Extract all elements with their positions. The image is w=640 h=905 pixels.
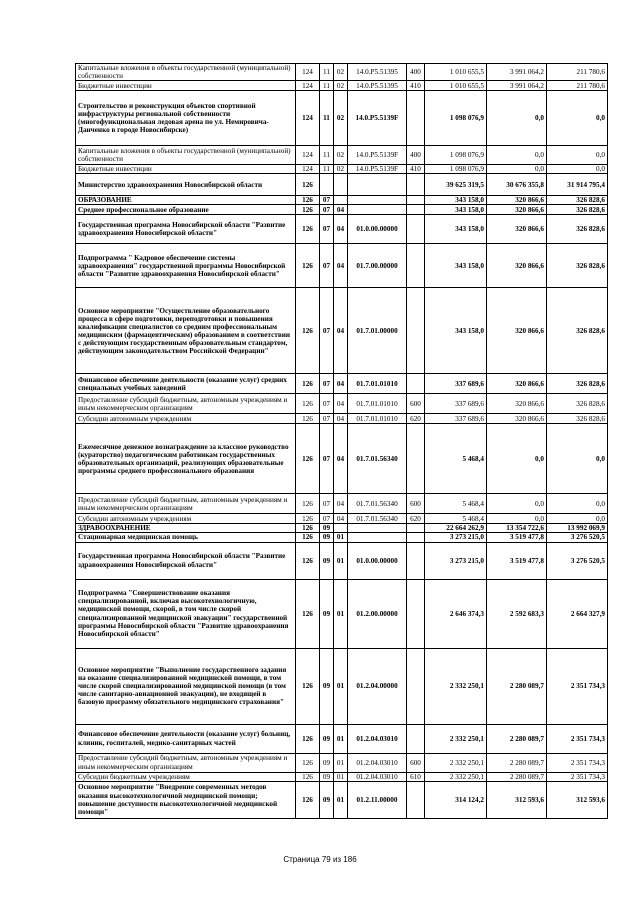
row-pr-code: 01 [334, 724, 348, 753]
row-value-3: 326 828,6 [547, 414, 608, 424]
row-name: Бюджетные инвестиции [76, 165, 296, 174]
row-vr-code [407, 542, 425, 579]
row-value-2: 0,0 [487, 424, 547, 494]
row-gr-code: 126 [296, 196, 320, 205]
row-rz-code: 09 [320, 781, 334, 818]
row-rz-code: 07 [320, 494, 334, 514]
row-csr-code: 14.0.P5.51395 [348, 64, 407, 81]
row-csr-code: 01.0.00.00000 [348, 542, 407, 579]
row-value-3: 0,0 [547, 146, 608, 165]
row-vr-code: 620 [407, 514, 425, 524]
row-vr-code [407, 724, 425, 753]
row-value-3: 0,0 [547, 91, 608, 146]
row-pr-code: 02 [334, 64, 348, 81]
row-value-1: 1 010 655,5 [425, 81, 487, 91]
row-value-2: 2 280 089,7 [487, 772, 547, 781]
row-rz-code: 07 [320, 215, 334, 244]
row-value-3: 2 664 327,9 [547, 579, 608, 648]
row-vr-code [407, 174, 425, 196]
row-value-2: 0,0 [487, 91, 547, 146]
row-gr-code: 126 [296, 215, 320, 244]
row-value-3: 2 351 734,3 [547, 753, 608, 772]
row-rz-code: 09 [320, 724, 334, 753]
table-row [76, 196, 608, 205]
row-value-3: 211 780,6 [547, 81, 608, 91]
row-csr-code [348, 524, 407, 533]
row-value-3: 2 351 734,3 [547, 772, 608, 781]
row-name: Финансовое обеспечение деятельности (оказание услуг) средних специальных учебных заведений [76, 374, 296, 394]
row-gr-code: 126 [296, 414, 320, 424]
row-pr-code: 01 [334, 781, 348, 818]
row-vr-code [407, 244, 425, 288]
row-value-3: 31 914 795,4 [547, 174, 608, 196]
row-value-3: 0,0 [547, 165, 608, 174]
row-rz-code: 07 [320, 196, 334, 205]
row-csr-code [348, 196, 407, 205]
row-rz-code: 09 [320, 753, 334, 772]
row-vr-code [407, 91, 425, 146]
row-rz-code: 07 [320, 244, 334, 288]
table-row [76, 244, 608, 288]
row-name: Основное мероприятие "Внедрение современных методов оказания высокотехнологичной медицинской помощи; повышение доступности высокотехнологичной медицинской помощи" [76, 781, 296, 818]
table-row [76, 81, 608, 91]
row-gr-code: 126 [296, 374, 320, 394]
row-csr-code [348, 533, 407, 542]
table-row [76, 288, 608, 374]
row-rz-code: 09 [320, 579, 334, 648]
row-name: Предоставление субсидий бюджетным, автономным учреждениям и иным некоммерческим организациям [76, 394, 296, 414]
row-value-2: 320 866,6 [487, 244, 547, 288]
row-value-1: 2 332 250,1 [425, 724, 487, 753]
table-row [76, 648, 608, 724]
row-rz-code: 09 [320, 772, 334, 781]
table-row [76, 424, 608, 494]
row-value-1: 343 158,0 [425, 196, 487, 205]
row-vr-code: 600 [407, 753, 425, 772]
row-name: Государственная программа Новосибирской области "Развитие здравоохранения Новосибирской области" [76, 542, 296, 579]
row-csr-code: 14.0.P5.5139F [348, 146, 407, 165]
table-row [76, 514, 608, 524]
row-rz-code: 11 [320, 81, 334, 91]
row-gr-code: 126 [296, 174, 320, 196]
row-gr-code: 126 [296, 394, 320, 414]
row-value-3: 326 828,6 [547, 215, 608, 244]
row-value-2: 13 354 722,6 [487, 524, 547, 533]
row-vr-code: 400 [407, 64, 425, 81]
row-vr-code [407, 374, 425, 394]
row-value-2: 2 280 089,7 [487, 648, 547, 724]
row-value-2: 320 866,6 [487, 288, 547, 374]
row-vr-code: 600 [407, 494, 425, 514]
row-rz-code: 07 [320, 414, 334, 424]
row-pr-code: 04 [334, 394, 348, 414]
budget-table-body [76, 64, 608, 819]
row-value-1: 1 010 655,5 [425, 64, 487, 81]
row-value-3: 2 351 734,3 [547, 724, 608, 753]
row-name: Основное мероприятие "Выполнение государственного задания на оказание специализированной медицинской помощи, в том числе скорой специализированной медицинской помощи (в том числе санитарно-авиационной эвакуации), не входящей в базовую программу обязательного медицинского страхования" [76, 648, 296, 724]
row-value-1: 1 098 076,9 [425, 91, 487, 146]
row-value-1: 1 098 076,9 [425, 165, 487, 174]
row-name: Среднее профессиональное образование [76, 205, 296, 215]
row-csr-code [348, 205, 407, 215]
row-vr-code [407, 579, 425, 648]
row-value-1: 343 158,0 [425, 288, 487, 374]
row-value-2: 30 676 355,8 [487, 174, 547, 196]
row-value-3: 326 828,6 [547, 374, 608, 394]
row-csr-code: 01.7.01.00000 [348, 288, 407, 374]
row-value-1: 337 689,6 [425, 414, 487, 424]
row-name: Основное мероприятие "Осуществление образовательного процесса в сфере подготовки, переподготовки и повышения квалификации специалистов со средним профессиональным медицинским (фармацевтическим) образованием в соответствии с действующим государственным образовательным стандартом, действующим законодательством Российской Федерации" [76, 288, 296, 374]
table-row [76, 772, 608, 781]
row-rz-code: 11 [320, 165, 334, 174]
row-pr-code: 01 [334, 542, 348, 579]
row-name: Подпрограмма "Совершенствование оказания специализированной, включая высокотехнологичную, медицинской помощи, скорой, в том числе скорой специализированной медицинской эвакуации" государственной программы Новосибирской области "Развитие здравоохранения Новосибирской области" [76, 579, 296, 648]
row-gr-code: 126 [296, 772, 320, 781]
row-gr-code: 126 [296, 781, 320, 818]
row-pr-code: 04 [334, 205, 348, 215]
row-value-2: 0,0 [487, 494, 547, 514]
row-value-2: 0,0 [487, 514, 547, 524]
row-value-2: 320 866,6 [487, 374, 547, 394]
table-row [76, 524, 608, 533]
table-row [76, 374, 608, 394]
row-vr-code [407, 533, 425, 542]
row-value-1: 314 124,2 [425, 781, 487, 818]
row-pr-code: 01 [334, 579, 348, 648]
row-csr-code: 14.0.P5.5139F [348, 91, 407, 146]
row-vr-code [407, 288, 425, 374]
row-gr-code: 126 [296, 542, 320, 579]
row-rz-code: 11 [320, 146, 334, 165]
page-footer: Страница 79 из 186 [283, 855, 357, 864]
row-pr-code: 02 [334, 81, 348, 91]
row-name: ЗДРАВООХРАНЕНИЕ [76, 524, 296, 533]
row-name: Субсидии бюджетным учреждениям [76, 772, 296, 781]
row-value-2: 320 866,6 [487, 205, 547, 215]
row-name: Государственная программа Новосибирской области "Развитие здравоохранения Новосибирской области" [76, 215, 296, 244]
row-value-2: 320 866,6 [487, 414, 547, 424]
row-value-2: 3 519 477,8 [487, 542, 547, 579]
row-value-1: 337 689,6 [425, 374, 487, 394]
row-value-2: 3 519 477,8 [487, 533, 547, 542]
row-value-1: 2 332 250,1 [425, 753, 487, 772]
row-pr-code [334, 196, 348, 205]
row-pr-code: 04 [334, 215, 348, 244]
row-pr-code: 02 [334, 146, 348, 165]
row-csr-code: 01.2.11.00000 [348, 781, 407, 818]
row-gr-code: 126 [296, 514, 320, 524]
row-rz-code: 07 [320, 514, 334, 524]
row-value-2: 3 991 064,2 [487, 81, 547, 91]
row-csr-code: 01.2.04.03010 [348, 772, 407, 781]
row-value-3: 326 828,6 [547, 244, 608, 288]
row-pr-code [334, 174, 348, 196]
table-row [76, 205, 608, 215]
row-value-3: 326 828,6 [547, 288, 608, 374]
row-value-3: 312 593,6 [547, 781, 608, 818]
row-name: Предоставление субсидий бюджетным, автономным учреждениям и иным некоммерческим организациям [76, 753, 296, 772]
row-name: Подпрограмма " Кадровое обеспечение системы здравоохранения" государственной программы Новосибирской области "Развитие здравоохранения Новосибирской области" [76, 244, 296, 288]
row-value-1: 5 468,4 [425, 494, 487, 514]
row-value-1: 343 158,0 [425, 244, 487, 288]
row-vr-code [407, 648, 425, 724]
row-name: Строительство и реконструкция объектов спортивной инфраструктуры региональной собственности (многофункциональная ледовая арена по ул. Немировича-Данченко в городе Новосибирске) [76, 91, 296, 146]
row-pr-code: 04 [334, 494, 348, 514]
row-value-3: 211 780,6 [547, 64, 608, 81]
row-gr-code: 126 [296, 753, 320, 772]
row-vr-code: 410 [407, 165, 425, 174]
row-value-3: 3 276 520,5 [547, 542, 608, 579]
row-value-3: 3 276 520,5 [547, 533, 608, 542]
row-value-2: 312 593,6 [487, 781, 547, 818]
table-row [76, 724, 608, 753]
row-csr-code: 01.7.01.56340 [348, 494, 407, 514]
row-value-1: 343 158,0 [425, 205, 487, 215]
row-csr-code: 01.7.01.01010 [348, 374, 407, 394]
row-value-2: 2 280 089,7 [487, 753, 547, 772]
row-pr-code: 04 [334, 424, 348, 494]
row-name: Предоставление субсидий бюджетным, автономным учреждениям и иным некоммерческим организациям [76, 494, 296, 514]
row-vr-code [407, 205, 425, 215]
row-csr-code: 01.2.04.03010 [348, 753, 407, 772]
row-pr-code: 02 [334, 91, 348, 146]
row-csr-code: 01.7.01.01010 [348, 414, 407, 424]
row-csr-code: 01.2.00.00000 [348, 579, 407, 648]
row-gr-code: 126 [296, 533, 320, 542]
row-csr-code: 01.2.04.00000 [348, 648, 407, 724]
row-rz-code [320, 174, 334, 196]
row-csr-code: 01.7.01.56340 [348, 424, 407, 494]
row-csr-code: 01.7.01.01010 [348, 394, 407, 414]
row-rz-code: 09 [320, 648, 334, 724]
row-rz-code: 07 [320, 288, 334, 374]
row-gr-code: 126 [296, 524, 320, 533]
row-gr-code: 126 [296, 494, 320, 514]
table-row [76, 394, 608, 414]
row-vr-code: 610 [407, 772, 425, 781]
table-row [76, 414, 608, 424]
row-value-2: 320 866,6 [487, 394, 547, 414]
row-rz-code: 07 [320, 394, 334, 414]
row-csr-code: 01.0.00.00000 [348, 215, 407, 244]
row-value-3: 326 828,6 [547, 205, 608, 215]
row-value-2: 0,0 [487, 165, 547, 174]
row-csr-code: 01.2.04.03010 [348, 724, 407, 753]
row-value-2: 2 280 089,7 [487, 724, 547, 753]
row-pr-code [334, 524, 348, 533]
row-vr-code [407, 196, 425, 205]
row-name: Капитальные вложения в объекты государственной (муниципальной) собственности [76, 146, 296, 165]
row-gr-code: 124 [296, 165, 320, 174]
row-gr-code: 126 [296, 288, 320, 374]
row-gr-code: 126 [296, 205, 320, 215]
row-vr-code: 410 [407, 81, 425, 91]
row-name: Министерство здравоохранения Новосибирской области [76, 174, 296, 196]
row-pr-code: 04 [334, 414, 348, 424]
row-csr-code: 14.0.P5.5139F [348, 165, 407, 174]
row-value-1: 343 158,0 [425, 215, 487, 244]
row-gr-code: 124 [296, 64, 320, 81]
row-csr-code: 01.7.00.00000 [348, 244, 407, 288]
row-gr-code: 126 [296, 424, 320, 494]
row-rz-code: 07 [320, 424, 334, 494]
row-value-3: 13 992 069,9 [547, 524, 608, 533]
row-value-2: 320 866,6 [487, 196, 547, 205]
row-vr-code [407, 215, 425, 244]
table-row [76, 91, 608, 146]
row-gr-code: 126 [296, 244, 320, 288]
row-rz-code: 09 [320, 542, 334, 579]
row-pr-code: 04 [334, 514, 348, 524]
row-value-3: 326 828,6 [547, 394, 608, 414]
row-rz-code: 07 [320, 374, 334, 394]
row-gr-code: 124 [296, 146, 320, 165]
row-name: Ежемесячное денежное вознаграждение за классное руководство (кураторство) педагогическим работникам государственных образовательных организаций, реализующих образовательные программы среднего профессионального образования [76, 424, 296, 494]
row-gr-code: 126 [296, 579, 320, 648]
row-pr-code: 04 [334, 288, 348, 374]
row-name: Субсидии автономным учреждениям [76, 514, 296, 524]
row-gr-code: 126 [296, 648, 320, 724]
row-csr-code: 01.7.01.56340 [348, 514, 407, 524]
row-gr-code: 124 [296, 81, 320, 91]
table-row [76, 165, 608, 174]
row-csr-code [348, 174, 407, 196]
row-pr-code: 01 [334, 753, 348, 772]
row-value-1: 5 468,4 [425, 424, 487, 494]
row-pr-code: 01 [334, 533, 348, 542]
row-name: Финансовое обеспечение деятельности (оказание услуг) больниц, клиник, госпиталей, медико-санитарных частей [76, 724, 296, 753]
table-row [76, 174, 608, 196]
row-csr-code: 14.0.P5.51395 [348, 81, 407, 91]
row-value-1: 22 664 262,9 [425, 524, 487, 533]
row-rz-code: 11 [320, 91, 334, 146]
row-value-1: 3 273 215,0 [425, 533, 487, 542]
row-name: Субсидии автономным учреждениям [76, 414, 296, 424]
row-value-3: 0,0 [547, 424, 608, 494]
budget-table [75, 63, 608, 819]
row-rz-code: 09 [320, 524, 334, 533]
row-value-1: 2 646 374,3 [425, 579, 487, 648]
table-row [76, 781, 608, 818]
row-name: Капитальные вложения в объекты государственной (муниципальной) собственности [76, 64, 296, 81]
row-rz-code: 11 [320, 64, 334, 81]
table-row [76, 533, 608, 542]
row-rz-code: 09 [320, 533, 334, 542]
row-value-1: 5 468,4 [425, 514, 487, 524]
row-name: ОБРАЗОВАНИЕ [76, 196, 296, 205]
row-name: Бюджетные инвестиции [76, 81, 296, 91]
table-row [76, 215, 608, 244]
table-row [76, 146, 608, 165]
row-pr-code: 02 [334, 165, 348, 174]
row-value-3: 2 351 734,3 [547, 648, 608, 724]
table-row [76, 542, 608, 579]
row-vr-code [407, 424, 425, 494]
row-vr-code: 600 [407, 394, 425, 414]
table-row [76, 494, 608, 514]
row-pr-code: 01 [334, 648, 348, 724]
row-pr-code: 04 [334, 244, 348, 288]
row-vr-code [407, 781, 425, 818]
row-value-3: 0,0 [547, 514, 608, 524]
row-value-3: 0,0 [547, 494, 608, 514]
row-rz-code: 07 [320, 205, 334, 215]
table-row [76, 64, 608, 81]
row-value-1: 2 332 250,1 [425, 772, 487, 781]
row-value-2: 3 991 064,2 [487, 64, 547, 81]
row-vr-code: 620 [407, 414, 425, 424]
row-value-3: 326 828,6 [547, 196, 608, 205]
row-vr-code [407, 524, 425, 533]
row-pr-code: 01 [334, 772, 348, 781]
table-row [76, 579, 608, 648]
row-name: Стационарная медицинская помощь [76, 533, 296, 542]
row-gr-code: 124 [296, 91, 320, 146]
row-vr-code: 400 [407, 146, 425, 165]
row-pr-code: 04 [334, 374, 348, 394]
row-value-1: 2 332 250,1 [425, 648, 487, 724]
row-value-1: 39 625 319,5 [425, 174, 487, 196]
row-value-2: 2 592 683,3 [487, 579, 547, 648]
row-value-1: 337 689,6 [425, 394, 487, 414]
table-row [76, 753, 608, 772]
row-value-2: 0,0 [487, 146, 547, 165]
row-value-2: 320 866,6 [487, 215, 547, 244]
row-value-1: 1 098 076,9 [425, 146, 487, 165]
row-value-1: 3 273 215,0 [425, 542, 487, 579]
row-gr-code: 126 [296, 724, 320, 753]
